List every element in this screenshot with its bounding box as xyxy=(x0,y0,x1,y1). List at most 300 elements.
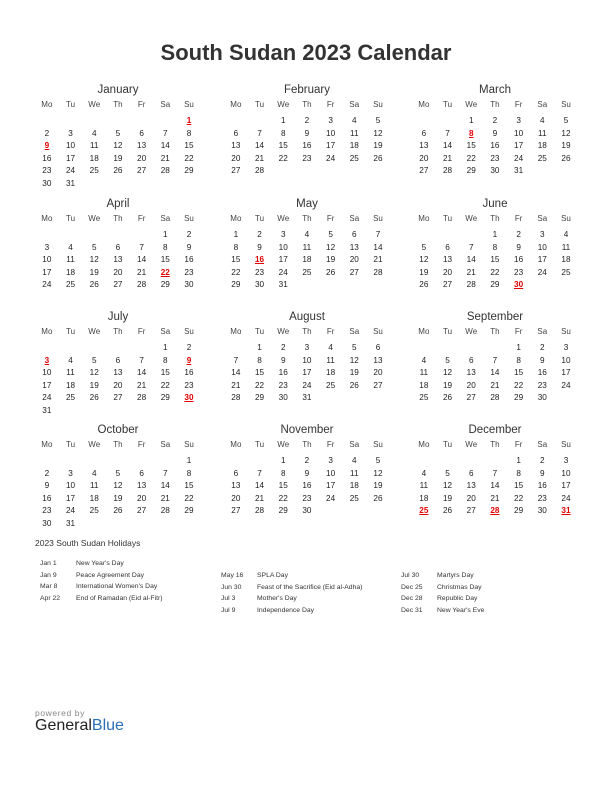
day-cell: 22 xyxy=(514,493,524,503)
day-cell: 18 xyxy=(419,380,429,390)
day-cell: 6 xyxy=(352,230,357,239)
day-cell: 4 xyxy=(563,230,569,239)
day-cell: 4 xyxy=(304,230,310,239)
day-cell: 13 xyxy=(231,481,241,490)
day-cell: 21 xyxy=(254,493,265,503)
day-cell: 11 xyxy=(66,368,75,377)
day-cell: 7 xyxy=(163,128,168,138)
day-cell: 5 xyxy=(115,468,121,478)
day-cell: 8 xyxy=(257,355,262,365)
day-cell: 12 xyxy=(89,255,99,264)
day-cell: 5 xyxy=(91,355,97,365)
day-cell: 21 xyxy=(442,153,453,163)
day-cell: 12 xyxy=(349,355,359,365)
empty-cell xyxy=(35,115,59,128)
holiday-day-cell: 28 xyxy=(490,506,500,515)
day-cell: 20 xyxy=(137,493,147,503)
weekday-header: Sa xyxy=(349,327,360,336)
day-cell: 4 xyxy=(68,242,73,252)
month-days-grid xyxy=(224,99,390,178)
day-cell: 9 xyxy=(540,468,545,478)
day-cell: 1 xyxy=(492,230,498,239)
empty-cell xyxy=(248,455,272,468)
empty-cell xyxy=(224,115,248,128)
day-cell: 2 xyxy=(540,456,545,465)
day-cell: 17 xyxy=(278,255,288,264)
day-cell: 16 xyxy=(302,141,312,150)
empty-cell xyxy=(483,342,507,355)
weekday-header: Th xyxy=(302,440,312,449)
day-cell: 27 xyxy=(349,267,359,277)
weekday-header: Tu xyxy=(443,214,453,223)
day-cell: 13 xyxy=(113,255,123,264)
brand-logo xyxy=(35,708,124,735)
day-cell: 29 xyxy=(231,280,241,289)
month-days-grid xyxy=(35,439,201,530)
weekday-header: We xyxy=(277,327,290,336)
day-cell: 5 xyxy=(352,343,357,352)
month-december xyxy=(412,423,578,518)
day-cell: 15 xyxy=(514,368,524,377)
day-cell: 26 xyxy=(561,153,571,163)
day-cell: 19 xyxy=(326,255,336,264)
empty-cell xyxy=(153,455,177,468)
empty-cell xyxy=(59,229,83,242)
day-cell: 28 xyxy=(254,166,265,175)
brand-general: General xyxy=(35,717,92,734)
day-cell: 20 xyxy=(349,255,359,264)
day-cell: 29 xyxy=(160,280,170,289)
day-cell: 9 xyxy=(44,481,50,490)
day-cell: 16 xyxy=(42,493,52,503)
holiday-day-cell: 9 xyxy=(186,355,192,365)
empty-cell xyxy=(82,229,106,242)
month-september xyxy=(412,310,578,405)
month-days-grid xyxy=(412,213,578,292)
day-cell: 18 xyxy=(537,141,547,150)
day-cell: 15 xyxy=(466,141,476,150)
month-name: August xyxy=(289,311,325,323)
day-cell: 22 xyxy=(184,493,194,503)
day-cell: 28 xyxy=(254,506,265,515)
day-cell: 9 xyxy=(257,242,262,252)
day-cell: 6 xyxy=(233,468,239,478)
day-cell: 6 xyxy=(375,343,381,352)
weekday-header: Th xyxy=(113,440,123,449)
day-cell: 22 xyxy=(184,153,194,163)
empty-cell xyxy=(59,455,83,468)
day-cell: 15 xyxy=(490,255,500,264)
weekday-header: Su xyxy=(373,100,383,109)
day-cell: 28 xyxy=(137,280,147,289)
day-cell: 5 xyxy=(375,456,381,465)
holiday-day-cell: 3 xyxy=(44,355,50,365)
day-cell: 21 xyxy=(231,380,241,390)
holiday-date: Dec 31 xyxy=(401,606,423,614)
day-cell: 2 xyxy=(44,128,50,138)
weekday-header: Fr xyxy=(326,327,335,336)
day-cell: 23 xyxy=(278,380,288,390)
day-cell: 10 xyxy=(42,255,52,264)
day-cell: 7 xyxy=(257,468,262,478)
day-cell: 16 xyxy=(184,255,194,264)
holiday-name: Independence Day xyxy=(257,606,315,614)
day-cell: 29 xyxy=(490,280,500,289)
day-cell: 9 xyxy=(304,468,310,478)
day-cell: 17 xyxy=(537,255,547,264)
weekday-header: Sa xyxy=(537,440,548,449)
day-cell: 2 xyxy=(44,468,50,478)
day-cell: 24 xyxy=(514,153,524,163)
day-cell: 27 xyxy=(419,166,429,175)
day-cell: 7 xyxy=(233,355,239,365)
holiday-day-cell: 9 xyxy=(44,141,50,150)
weekday-header: Sa xyxy=(160,327,171,336)
month-february xyxy=(224,83,390,178)
day-cell: 11 xyxy=(538,128,547,138)
empty-cell xyxy=(106,229,130,242)
day-cell: 8 xyxy=(516,355,521,365)
weekday-header: Fr xyxy=(514,440,523,449)
day-cell: 19 xyxy=(442,380,453,390)
brand-blue: Blue xyxy=(91,717,124,734)
powered-by-text: powered by xyxy=(35,708,85,718)
day-cell: 28 xyxy=(442,166,453,175)
empty-cell xyxy=(82,115,106,128)
day-cell: 8 xyxy=(280,128,286,138)
day-cell: 18 xyxy=(419,493,429,503)
weekday-header: Mo xyxy=(418,327,430,336)
day-cell: 19 xyxy=(349,368,359,377)
day-cell: 11 xyxy=(89,481,99,490)
empty-cell xyxy=(82,342,106,355)
weekday-header: Su xyxy=(184,100,194,109)
day-cell: 3 xyxy=(68,128,73,138)
day-cell: 30 xyxy=(42,178,52,188)
day-cell: 7 xyxy=(163,468,168,478)
day-cell: 23 xyxy=(184,380,194,390)
day-cell: 3 xyxy=(44,242,50,252)
empty-cell xyxy=(459,455,483,468)
day-cell: 31 xyxy=(65,178,76,188)
day-cell: 23 xyxy=(490,153,500,163)
holiday-date: Jul 3 xyxy=(221,595,236,602)
day-cell: 10 xyxy=(561,468,571,478)
day-cell: 14 xyxy=(254,481,265,490)
day-cell: 19 xyxy=(561,141,571,150)
holiday-item xyxy=(221,593,362,605)
weekday-header: We xyxy=(88,214,101,223)
day-cell: 4 xyxy=(328,343,333,352)
day-cell: 19 xyxy=(419,267,429,277)
month-name: January xyxy=(97,84,139,96)
weekday-header: Mo xyxy=(418,100,430,109)
day-cell: 25 xyxy=(89,166,99,175)
day-cell: 10 xyxy=(302,355,312,365)
empty-cell xyxy=(412,342,436,355)
day-cell: 14 xyxy=(490,368,500,377)
day-cell: 4 xyxy=(540,116,545,125)
weekday-header: Tu xyxy=(255,327,265,336)
day-cell: 17 xyxy=(65,153,76,163)
day-cell: 27 xyxy=(231,166,241,175)
empty-cell xyxy=(130,115,154,128)
holiday-day-cell: 31 xyxy=(561,506,571,515)
day-cell: 24 xyxy=(537,267,547,277)
day-cell: 28 xyxy=(160,166,170,175)
day-cell: 4 xyxy=(91,468,97,478)
empty-cell xyxy=(106,115,130,128)
day-cell: 26 xyxy=(89,393,99,402)
holiday-column xyxy=(401,570,484,616)
month-name: September xyxy=(466,311,524,323)
day-cell: 23 xyxy=(302,493,312,503)
month-august xyxy=(224,310,390,405)
holiday-date: Jan 9 xyxy=(40,571,57,579)
holiday-column xyxy=(40,558,163,604)
day-cell: 29 xyxy=(278,506,288,515)
day-cell: 17 xyxy=(42,267,52,277)
day-cell: 5 xyxy=(445,355,450,365)
weekday-header: Fr xyxy=(326,440,335,449)
empty-cell xyxy=(153,115,177,128)
empty-cell xyxy=(224,342,248,355)
month-name: July xyxy=(107,311,129,323)
day-cell: 22 xyxy=(466,153,476,163)
day-cell: 28 xyxy=(490,393,500,402)
day-cell: 20 xyxy=(442,267,453,277)
day-cell: 13 xyxy=(419,141,429,150)
day-cell: 2 xyxy=(492,116,498,125)
empty-cell xyxy=(412,115,436,128)
weekday-header: Tu xyxy=(255,214,265,223)
day-cell: 26 xyxy=(373,493,383,503)
holiday-item xyxy=(401,570,484,582)
month-days-grid xyxy=(35,213,201,292)
day-cell: 8 xyxy=(186,128,192,138)
weekday-header: We xyxy=(88,440,101,449)
weekday-header: Fr xyxy=(137,327,146,336)
day-cell: 8 xyxy=(233,242,239,252)
weekday-header: Su xyxy=(561,327,571,336)
day-cell: 7 xyxy=(445,128,450,138)
day-cell: 12 xyxy=(89,368,99,377)
brand-name xyxy=(35,717,124,735)
month-name: June xyxy=(482,198,508,210)
holiday-name: New Year's Day xyxy=(76,560,124,567)
day-cell: 10 xyxy=(326,128,336,138)
holiday-name: Republic Day xyxy=(437,595,478,602)
holiday-name: International Women's Day xyxy=(76,583,158,590)
day-cell: 21 xyxy=(373,255,383,264)
month-name: April xyxy=(106,198,130,210)
holiday-item xyxy=(40,581,163,593)
day-cell: 12 xyxy=(561,128,571,138)
day-cell: 1 xyxy=(186,456,192,465)
weekday-header: We xyxy=(465,440,478,449)
weekday-header: Tu xyxy=(443,327,453,336)
month-days-grid xyxy=(224,213,390,292)
day-cell: 21 xyxy=(160,153,170,163)
day-cell: 25 xyxy=(419,393,429,402)
weekday-header: Fr xyxy=(514,100,523,109)
day-cell: 26 xyxy=(442,506,453,515)
holiday-day-cell: 16 xyxy=(254,255,265,264)
month-name: November xyxy=(280,424,334,436)
month-october xyxy=(35,423,201,530)
day-cell: 5 xyxy=(91,242,97,252)
day-cell: 19 xyxy=(113,493,123,503)
day-cell: 10 xyxy=(42,368,52,377)
day-cell: 6 xyxy=(233,128,239,138)
empty-cell xyxy=(412,455,436,468)
weekday-header: We xyxy=(88,327,101,336)
day-cell: 28 xyxy=(160,506,170,515)
weekday-header: We xyxy=(277,440,290,449)
day-cell: 16 xyxy=(42,153,52,163)
holiday-date: May 16 xyxy=(221,572,244,579)
day-cell: 17 xyxy=(561,481,571,490)
day-cell: 9 xyxy=(492,128,498,138)
day-cell: 20 xyxy=(113,267,123,277)
day-cell: 16 xyxy=(537,481,547,490)
weekday-header: Th xyxy=(490,440,500,449)
weekday-header: Fr xyxy=(514,214,523,223)
day-cell: 29 xyxy=(184,166,194,175)
day-cell: 24 xyxy=(326,153,336,163)
day-cell: 7 xyxy=(257,128,262,138)
weekday-header: Th xyxy=(113,100,123,109)
day-cell: 26 xyxy=(89,280,99,289)
month-january xyxy=(35,83,201,190)
day-cell: 1 xyxy=(233,230,239,239)
day-cell: 27 xyxy=(231,506,241,515)
day-cell: 7 xyxy=(375,230,381,239)
day-cell: 12 xyxy=(113,481,123,490)
holiday-item xyxy=(40,593,163,605)
day-cell: 6 xyxy=(115,355,121,365)
day-cell: 2 xyxy=(516,230,521,239)
empty-cell xyxy=(35,342,59,355)
day-cell: 25 xyxy=(65,280,76,289)
day-cell: 1 xyxy=(280,456,286,465)
day-cell: 18 xyxy=(326,368,336,377)
day-cell: 23 xyxy=(254,267,265,277)
day-cell: 10 xyxy=(537,242,547,252)
weekday-header: Sa xyxy=(537,327,548,336)
day-cell: 4 xyxy=(421,355,427,365)
day-cell: 29 xyxy=(514,506,524,515)
day-cell: 2 xyxy=(186,343,192,352)
day-cell: 30 xyxy=(42,518,52,528)
day-cell: 12 xyxy=(419,255,429,264)
day-cell: 7 xyxy=(139,355,144,365)
day-cell: 3 xyxy=(328,456,333,465)
empty-cell xyxy=(130,455,154,468)
day-cell: 18 xyxy=(349,141,359,150)
day-cell: 24 xyxy=(65,166,76,175)
weekday-header: Fr xyxy=(137,440,146,449)
day-cell: 22 xyxy=(231,267,241,277)
weekday-header: Mo xyxy=(230,440,242,449)
day-cell: 19 xyxy=(442,493,453,503)
day-cell: 29 xyxy=(184,506,194,515)
day-cell: 11 xyxy=(302,242,312,252)
day-cell: 27 xyxy=(137,506,147,515)
day-cell: 31 xyxy=(302,393,312,402)
weekday-header: Th xyxy=(113,214,123,223)
day-cell: 4 xyxy=(421,468,427,478)
day-cell: 24 xyxy=(326,493,336,503)
weekday-header: Su xyxy=(561,214,571,223)
weekday-header: Su xyxy=(184,327,194,336)
holiday-item xyxy=(221,582,362,594)
weekday-header: Fr xyxy=(137,214,146,223)
holiday-name: Mother's Day xyxy=(257,595,297,602)
weekday-header: Tu xyxy=(66,100,76,109)
day-cell: 25 xyxy=(302,267,312,277)
day-cell: 17 xyxy=(326,141,336,150)
day-cell: 12 xyxy=(442,368,453,377)
day-cell: 30 xyxy=(537,506,547,515)
day-cell: 24 xyxy=(65,506,76,515)
day-cell: 1 xyxy=(280,116,286,125)
day-cell: 24 xyxy=(42,280,52,289)
day-cell: 5 xyxy=(445,468,450,478)
day-cell: 9 xyxy=(540,355,545,365)
day-cell: 27 xyxy=(466,506,476,515)
day-cell: 24 xyxy=(561,380,571,390)
holidays-title: 2023 South Sudan Holidays xyxy=(35,538,141,548)
day-cell: 31 xyxy=(278,280,288,289)
day-cell: 20 xyxy=(373,368,383,377)
holiday-name: SPLA Day xyxy=(257,572,288,579)
day-cell: 18 xyxy=(89,153,99,163)
day-cell: 20 xyxy=(466,493,476,503)
empty-cell xyxy=(436,229,460,242)
day-cell: 16 xyxy=(184,368,194,377)
day-cell: 15 xyxy=(160,255,170,264)
day-cell: 16 xyxy=(278,368,288,377)
day-cell: 12 xyxy=(373,468,383,478)
day-cell: 23 xyxy=(302,153,312,163)
day-cell: 1 xyxy=(163,343,168,352)
day-cell: 1 xyxy=(468,116,474,125)
day-cell: 4 xyxy=(352,116,357,125)
day-cell: 8 xyxy=(516,468,521,478)
day-cell: 6 xyxy=(421,128,427,138)
day-cell: 6 xyxy=(139,128,144,138)
holiday-item xyxy=(40,570,163,582)
empty-cell xyxy=(59,115,83,128)
weekday-header: Mo xyxy=(230,214,242,223)
day-cell: 11 xyxy=(561,242,571,252)
day-cell: 7 xyxy=(492,468,498,478)
day-cell: 3 xyxy=(304,343,310,352)
weekday-header: Fr xyxy=(137,100,146,109)
holiday-name: End of Ramadan (Eid al-Fitr) xyxy=(76,594,163,602)
weekday-header: We xyxy=(465,214,478,223)
holiday-item xyxy=(401,582,484,594)
holiday-day-cell: 8 xyxy=(468,128,474,138)
day-cell: 17 xyxy=(302,368,312,377)
empty-cell xyxy=(436,455,460,468)
weekday-header: Sa xyxy=(160,100,171,109)
day-cell: 2 xyxy=(257,230,262,239)
weekday-header: Mo xyxy=(41,440,53,449)
day-cell: 14 xyxy=(373,242,383,252)
holiday-date: Mar 8 xyxy=(40,583,58,590)
